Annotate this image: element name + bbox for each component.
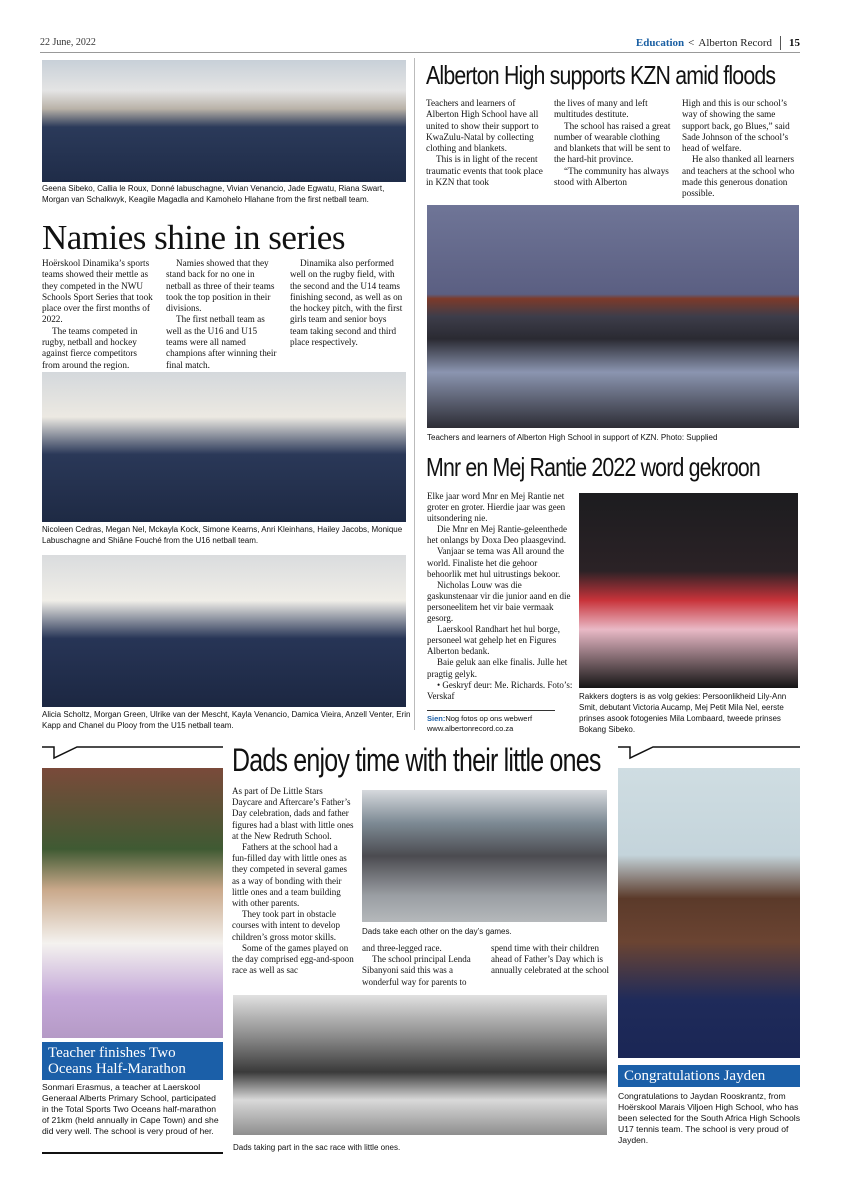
photo-dads-sack-race (233, 995, 607, 1135)
paragraph: Nicholas Louw was die gaskunstenaar vir die junior aand en die personeelitem het vir baie vermaak gesorg. (427, 579, 571, 624)
photo-caption: Geena Sibeko, Callia le Roux, Donné labuschagne, Vivian Venancio, Jade Egwatu, Riana Swart, Morgan van Schalkwyk, Keagile Magadla and Kamohelo Hlahane from the first netball team. (42, 184, 385, 204)
section-tab-right (618, 746, 800, 760)
photo-caption: Alicia Scholtz, Morgan Green, Ulrike van der Mescht, Kayla Venancio, Damica Vieira, Anzell Venter, Erin Kapp and Chanel du Plooy from the U15 netball team. (42, 710, 411, 730)
article-column (362, 943, 480, 988)
article-column (491, 943, 609, 977)
article-column (554, 98, 672, 188)
sien-rule (427, 710, 555, 711)
article-column (166, 258, 278, 371)
paragraph: Fathers at the school had a fun-filled day with little ones as they competed in several games as a way of bonding with their little ones and a team building with other parents. (232, 842, 347, 909)
paragraph: The school has raised a great number of wearable clothing and blankets that will be sent to the hard-hit province. (554, 120, 671, 165)
photo-caption: Dads take each other on the day’s games. (362, 927, 512, 936)
photo-caption: Teachers and learners of Alberton High School in support of KZN. Photo: Supplied (427, 433, 718, 442)
paragraph: The teams competed in rugby, netball and hockey against fierce competitors from around the region. (42, 325, 138, 370)
paragraph: As part of De Little Stars Daycare and Aftercare’s Father’s Day celebration, dads and father figures had a blast with little ones at the New Redruth School. (232, 786, 354, 841)
article-column (42, 258, 154, 371)
paragraph: Dinamika also performed well on the rugby field, with the second and the U14 teams finishing second, as well as on the hockey pitch, with the first girls team and senior boys team taking second and third place respectively. (290, 258, 403, 348)
photo-caption: Rakkers dogters is as volg gekies: Persoonlikheid Lily-Ann Smit, debutant Victoria Aucamp, Mej Petit Mila Nel, eerste prinses asook fotogenies Mila Lombaard, tweede prinses Bokang Sibeko. (579, 692, 787, 734)
issue-date: 22 June, 2022 (40, 37, 96, 48)
paragraph: Hoërskool Dinamika’s sports teams showed their mettle as they competed in the NWU Schools Sport Series that took place over the first months of 2022. (42, 258, 153, 325)
header-rule (40, 52, 800, 53)
photo-rantie-pageant (579, 493, 798, 688)
section-name: Education (635, 37, 685, 49)
see-more-note (427, 714, 573, 733)
paragraph: Laerskool Randhart het hul borge, personeel wat gehelp het en Figures Alberton bedank. (427, 624, 561, 657)
photo-caption: Nicoleen Cedras, Megan Nel, Mckayla Kock, Simone Kearns, Anri Kleinhans, Hailey Jacobs, Monique Labuschagne and Shiâne Fouché from the U16 netball team. (42, 525, 403, 545)
article-column (682, 98, 800, 200)
headline-dads: Dads enjoy time with their little ones (232, 742, 601, 778)
sien-text: Nog fotos op ons webwerf (445, 714, 533, 723)
website-link[interactable]: www.albertonrecord.co.za (427, 723, 514, 733)
paragraph: “The community has always stood with Alberton (554, 165, 669, 188)
page-header (636, 36, 800, 50)
article-column (427, 491, 573, 702)
header-divider (780, 36, 781, 50)
article-column (426, 98, 544, 188)
paragraph: High and this is our school’s way of showing the same support back, go Blues,” said Sade Johnson of the school’s head of welfare. (682, 98, 790, 154)
section-tab-left (42, 746, 223, 760)
paragraph: Some of the games played on the day comprised egg-and-spoon race as well as sac (232, 942, 354, 976)
paragraph: The school principal Lenda Sibanyoni said this was a wonderful way for parents to (362, 954, 471, 987)
paragraph: Elke jaar word Mnr en Mej Rantie net groter en groter. Hierdie jaar was geen uitsondering nie. (427, 491, 566, 524)
teacher-story: Sonmari Erasmus, a teacher at Laerskool Generaal Alberts Primary School, participated in the Total Sports Two Oceans half-marathon of 21km (held annually in Cape Town) and she did very well. The school is very proud of her. (42, 1082, 219, 1136)
sien-label: Sien: (427, 714, 446, 723)
story-end-rule (42, 1152, 223, 1154)
paragraph: Teachers and learners of Alberton High School have all united to show their support to KwaZulu-Natal by collecting clothing and blankets. (426, 98, 539, 154)
photo-u16-netball-team (42, 372, 406, 522)
paragraph: This is in light of the recent traumatic events that took place in KZN that took (426, 154, 543, 188)
page-number: 15 (789, 37, 800, 49)
paragraph: Die Mnr en Mej Rantie-geleenthede het onlangs by Doxa Deo plaasgevind. (427, 524, 567, 546)
headline-teacher: Teacher finishes Two Oceans Half-Marathon (42, 1042, 223, 1080)
publication-name: Alberton Record (698, 37, 772, 49)
paragraph: the lives of many and left multitudes destitute. (554, 98, 648, 120)
photo-u15-netball-team (42, 555, 406, 707)
paragraph: spend time with their children ahead of Father’s Day which is annually celebrated at the school (491, 943, 609, 976)
headline-namies: Namies shine in series (42, 218, 345, 257)
photo-dads-games (362, 790, 607, 922)
headline-alberton-high: Alberton High supports KZN amid floods (426, 60, 776, 90)
paragraph: Namies showed that they stand back for no one in netball as three of their teams took the top position in their divisions. (166, 258, 275, 314)
photo-kzn-donations (427, 205, 799, 428)
byline: • Geskryf deur: Me. Richards. Foto’s: Verskaf (427, 679, 573, 701)
header-separator: < (688, 37, 695, 49)
photo-first-netball-team (42, 60, 406, 182)
column-divider (414, 58, 415, 730)
headline-rantie: Mnr en Mej Rantie 2022 word gekroon (426, 452, 760, 482)
jayden-story: Congratulations to Jaydan Rooskrantz, from Hoërskool Marais Viljoen High School, who has been selected for the South Africa High Schools U17 tennis team. The school is very proud of Jayden. (618, 1091, 801, 1145)
paragraph: He also thanked all learners and teachers at the school who made this generous donation possible. (682, 154, 795, 199)
paragraph: Vanjaar se tema was All around the world. Finaliste het die gehoor behoorlik met hul uitrustings bekoor. (427, 546, 564, 579)
paragraph: and three-legged race. (362, 943, 442, 953)
article-column (232, 786, 354, 976)
paragraph: Baie geluk aan elke finalis. Julle het pragtig gelyk. (427, 657, 568, 679)
headline-jayden: Congratulations Jayden (618, 1065, 800, 1087)
paragraph: The first netball team as well as the U16 and U15 teams were all named champions after winning their final match. (166, 314, 277, 370)
photo-caption: Dads taking part in the sac race with little ones. (233, 1143, 401, 1152)
paragraph: They took part in obstacle courses with intent to develop children’s gross motor skills. (232, 909, 340, 942)
photo-teacher-portrait (42, 768, 223, 1038)
article-column (290, 258, 406, 348)
photo-jayden-portrait (618, 768, 800, 1058)
